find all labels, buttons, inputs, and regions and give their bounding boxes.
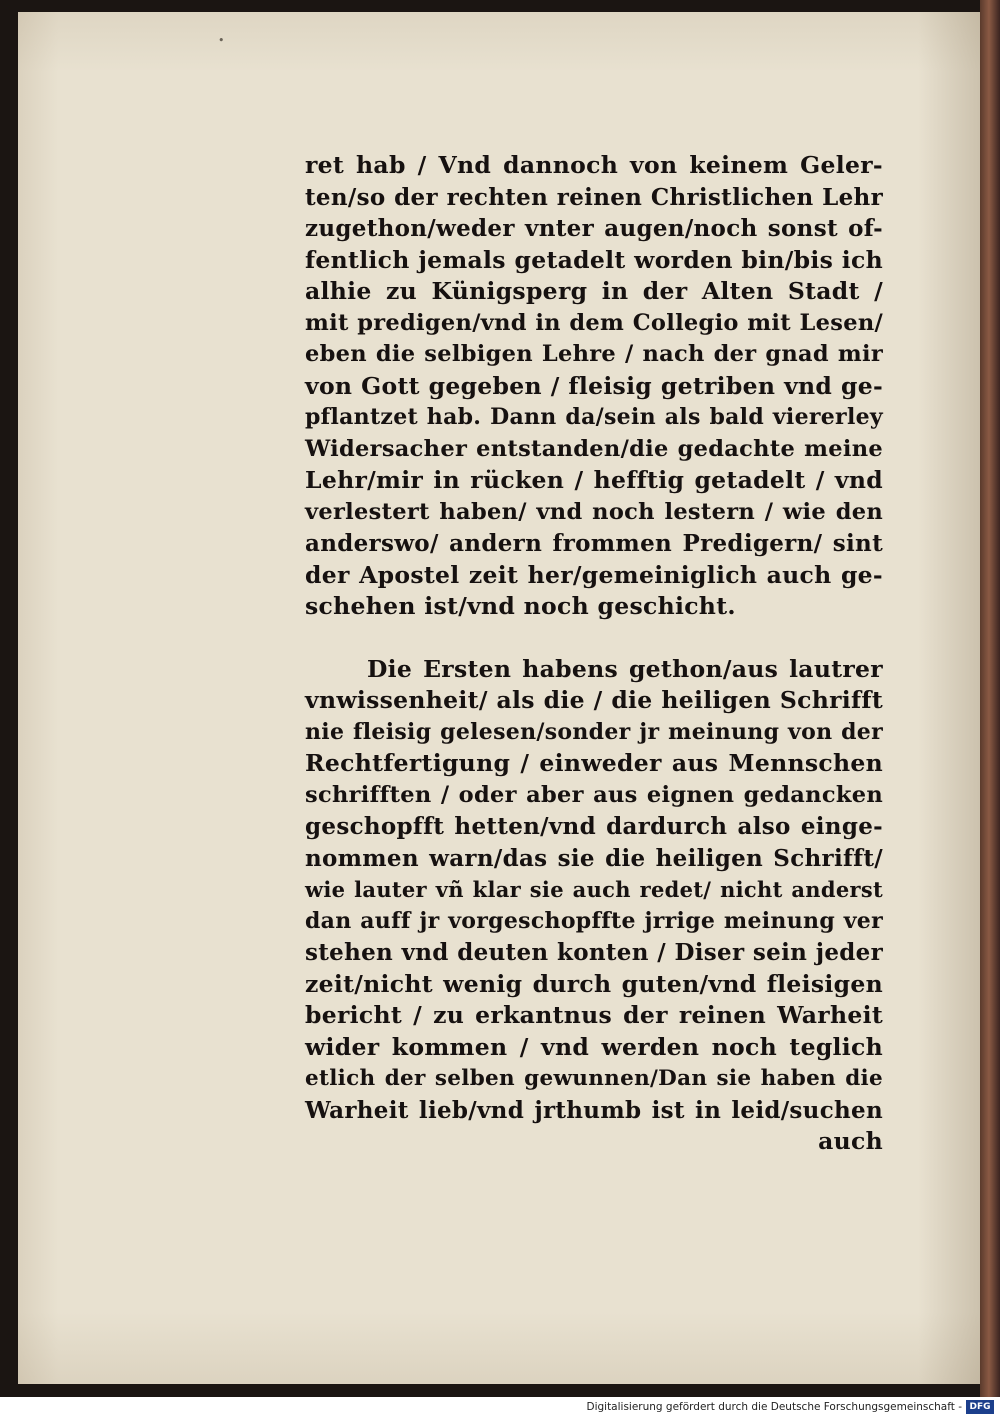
text-line: schrifften / oder aber aus eignen gedancken — [305, 781, 883, 808]
paragraph-1 — [305, 150, 883, 623]
text-line: nie fleisig gelesen/sonder jr meinung von der — [305, 718, 883, 745]
paragraph-2 — [305, 654, 883, 1127]
text-line: von Gott gegeben / fleisig getriben vnd ge- — [305, 371, 883, 400]
text-line: pflantzet hab. Dann da/sein als bald viererley — [305, 404, 883, 430]
text-line: dan auff jr vorgeschopffte jrrige meinung ver — [305, 907, 883, 934]
text-line: anderswo/ andern frommen Predigern/ sint — [305, 530, 883, 557]
text-line: Widersacher entstanden/die gedachte meine — [305, 435, 883, 462]
funding-notice: Digitalisierung gefördert durch die Deutsche Forschungsgemeinschaft - — [586, 1401, 962, 1413]
text-line: mit predigen/vnd in dem Collegio mit Lesen/ — [305, 309, 883, 336]
page-text — [305, 150, 883, 1158]
text-line: Rechtfertigung / einweder aus Mennschen — [305, 749, 883, 777]
text-line: etlich der selben gewunnen/Dan sie haben die — [305, 1066, 883, 1091]
paper-fleck: • — [218, 34, 225, 47]
text-line: stehen vnd deuten konten / Diser sein jeder — [305, 939, 883, 966]
text-line: verlestert haben/ vnd noch lestern / wie den — [305, 498, 883, 525]
text-line: ten/so der rechten reinen Christlichen Lehr — [305, 183, 883, 211]
book-edge — [980, 0, 1000, 1397]
text-line: Warheit lieb/vnd jrthumb ist in leid/suchen — [305, 1096, 883, 1124]
text-line: wider kommen / vnd werden noch teglich — [305, 1032, 883, 1061]
paragraph-gap — [305, 623, 883, 654]
text-line: geschopfft hetten/vnd dardurch also einge- — [305, 813, 883, 840]
text-line: Lehr/mir in rücken / hefftig getadelt / vnd — [305, 466, 883, 494]
catchword: auch — [818, 1127, 883, 1155]
text-line: nommen warn/das sie die heiligen Schrifft/ — [305, 844, 883, 872]
digitization-footer — [0, 1397, 1000, 1418]
text-line: der Apostel zeit her/gemeiniglich auch ge- — [305, 560, 883, 589]
text-line: zugethon/weder vnter augen/noch sonst of- — [305, 215, 883, 242]
dfg-logo: DFG — [966, 1400, 994, 1414]
text-line: Die Ersten habens gethon/aus lautrer — [367, 654, 883, 683]
text-line: wie lauter vñ klar sie auch redet/ nicht anderst — [305, 877, 883, 902]
text-line: schehen ist/vnd noch geschicht. — [305, 592, 736, 620]
text-line: fentlich jemals getadelt worden bin/bis ich — [305, 245, 883, 274]
text-line: alhie zu Künigsperg in der Alten Stadt / — [305, 277, 883, 305]
text-line: vnwissenheit/ als die / die heiligen Schrifft — [305, 686, 883, 714]
text-line: zeit/nicht wenig durch guten/vnd fleisigen — [305, 969, 883, 998]
text-line: bericht / zu erkantnus der reinen Warheit — [305, 1001, 883, 1029]
text-line: ret hab / Vnd dannoch von keinem Geler- — [305, 151, 883, 179]
text-line: eben die selbigen Lehre / nach der gnad mir — [305, 341, 883, 367]
